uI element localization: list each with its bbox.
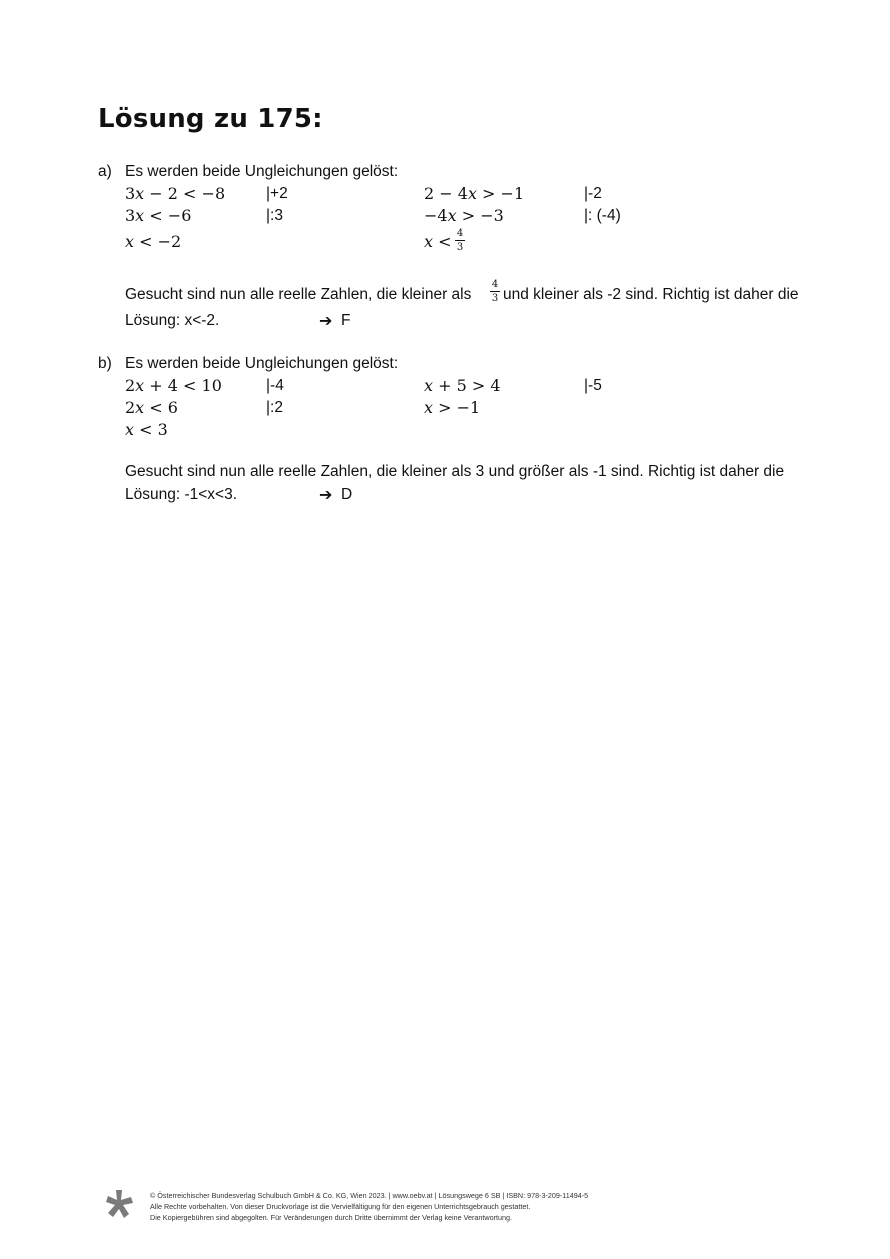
- footer-fees: Die Kopiergebühren sind abgegolten. Für Veränderungen durch Dritte übernimmt der Verlag keine Verantwortung.: [150, 1213, 512, 1222]
- fraction-numerator: 4: [491, 279, 499, 290]
- part-b-left-row1: 2𝑥 + 4 < 10: [125, 376, 222, 395]
- fraction-denominator: 3: [456, 242, 464, 253]
- part-a-right-row2: −4𝑥 > −3: [424, 206, 504, 225]
- part-b-left-op2: |:2: [266, 399, 283, 416]
- page-title: Lösung zu 175:: [98, 104, 323, 134]
- part-a-solution: Lösung: x<-2.: [125, 312, 220, 329]
- arrow-right-icon: ➔: [319, 311, 333, 330]
- part-a-left-row1: 3𝑥 − 2 < −8: [125, 184, 226, 203]
- part-a-right-row1: 2 − 4𝑥 > −1: [424, 184, 525, 203]
- part-a-left-op2: |:3: [266, 207, 283, 224]
- oebv-logo-icon: [104, 1188, 136, 1225]
- part-b-conclusion: Gesucht sind nun alle reelle Zahlen, die kleiner als 3 und größer als -1 sind. Richtig ist daher die: [125, 463, 785, 480]
- part-a-right-row3: 𝑥 <: [424, 232, 452, 251]
- part-a-right-op1: |-2: [584, 185, 602, 202]
- arrow-right-icon: ➔: [319, 485, 333, 504]
- part-b-intro: Es werden beide Ungleichungen gelöst:: [125, 355, 399, 372]
- part-a-conclusion-post: und kleiner als -2 sind. Richtig ist daher die: [503, 286, 799, 303]
- part-a-conclusion-fraction: [490, 279, 500, 304]
- part-a-left-op1: |+2: [266, 185, 288, 202]
- part-b-left-op1: |-4: [266, 377, 284, 394]
- part-b-right-op1: |-5: [584, 377, 602, 394]
- part-a-label: a): [98, 163, 112, 180]
- fraction-denominator: 3: [491, 293, 499, 304]
- part-b-right-row2: 𝑥 > −1: [424, 398, 481, 417]
- part-a-answer: F: [341, 312, 351, 329]
- fraction-numerator: 4: [456, 228, 464, 239]
- part-a-left-row3: 𝑥 < −2: [125, 232, 182, 251]
- part-a-intro: Es werden beide Ungleichungen gelöst:: [125, 163, 399, 180]
- footer-copyright: © Österreichischer Bundesverlag Schulbuch GmbH & Co. KG, Wien 2023. | www.oebv.at | Lösungswege 6 SB | ISBN: 978-3-209-11494-5: [150, 1191, 589, 1200]
- part-b-answer: D: [341, 486, 353, 503]
- part-b-left-row2: 2𝑥 < 6: [125, 398, 178, 417]
- part-b-left-row3: 𝑥 < 3: [125, 420, 168, 439]
- part-b-label: b): [98, 355, 112, 372]
- part-a-left-row2: 3𝑥 < −6: [125, 206, 192, 225]
- footer-rights: Alle Rechte vorbehalten. Von dieser Druckvorlage ist die Vervielfältigung für den eigenen Unterrichtsgebrauch gestattet.: [150, 1202, 531, 1211]
- part-a-conclusion-pre: Gesucht sind nun alle reelle Zahlen, die kleiner als: [125, 286, 472, 303]
- part-b-right-row1: 𝑥 + 5 > 4: [424, 376, 501, 395]
- part-a-right-op2: |: (-4): [584, 207, 621, 224]
- part-a-right-fraction: [455, 228, 465, 253]
- part-b-solution: Lösung: -1<x<3.: [125, 486, 238, 503]
